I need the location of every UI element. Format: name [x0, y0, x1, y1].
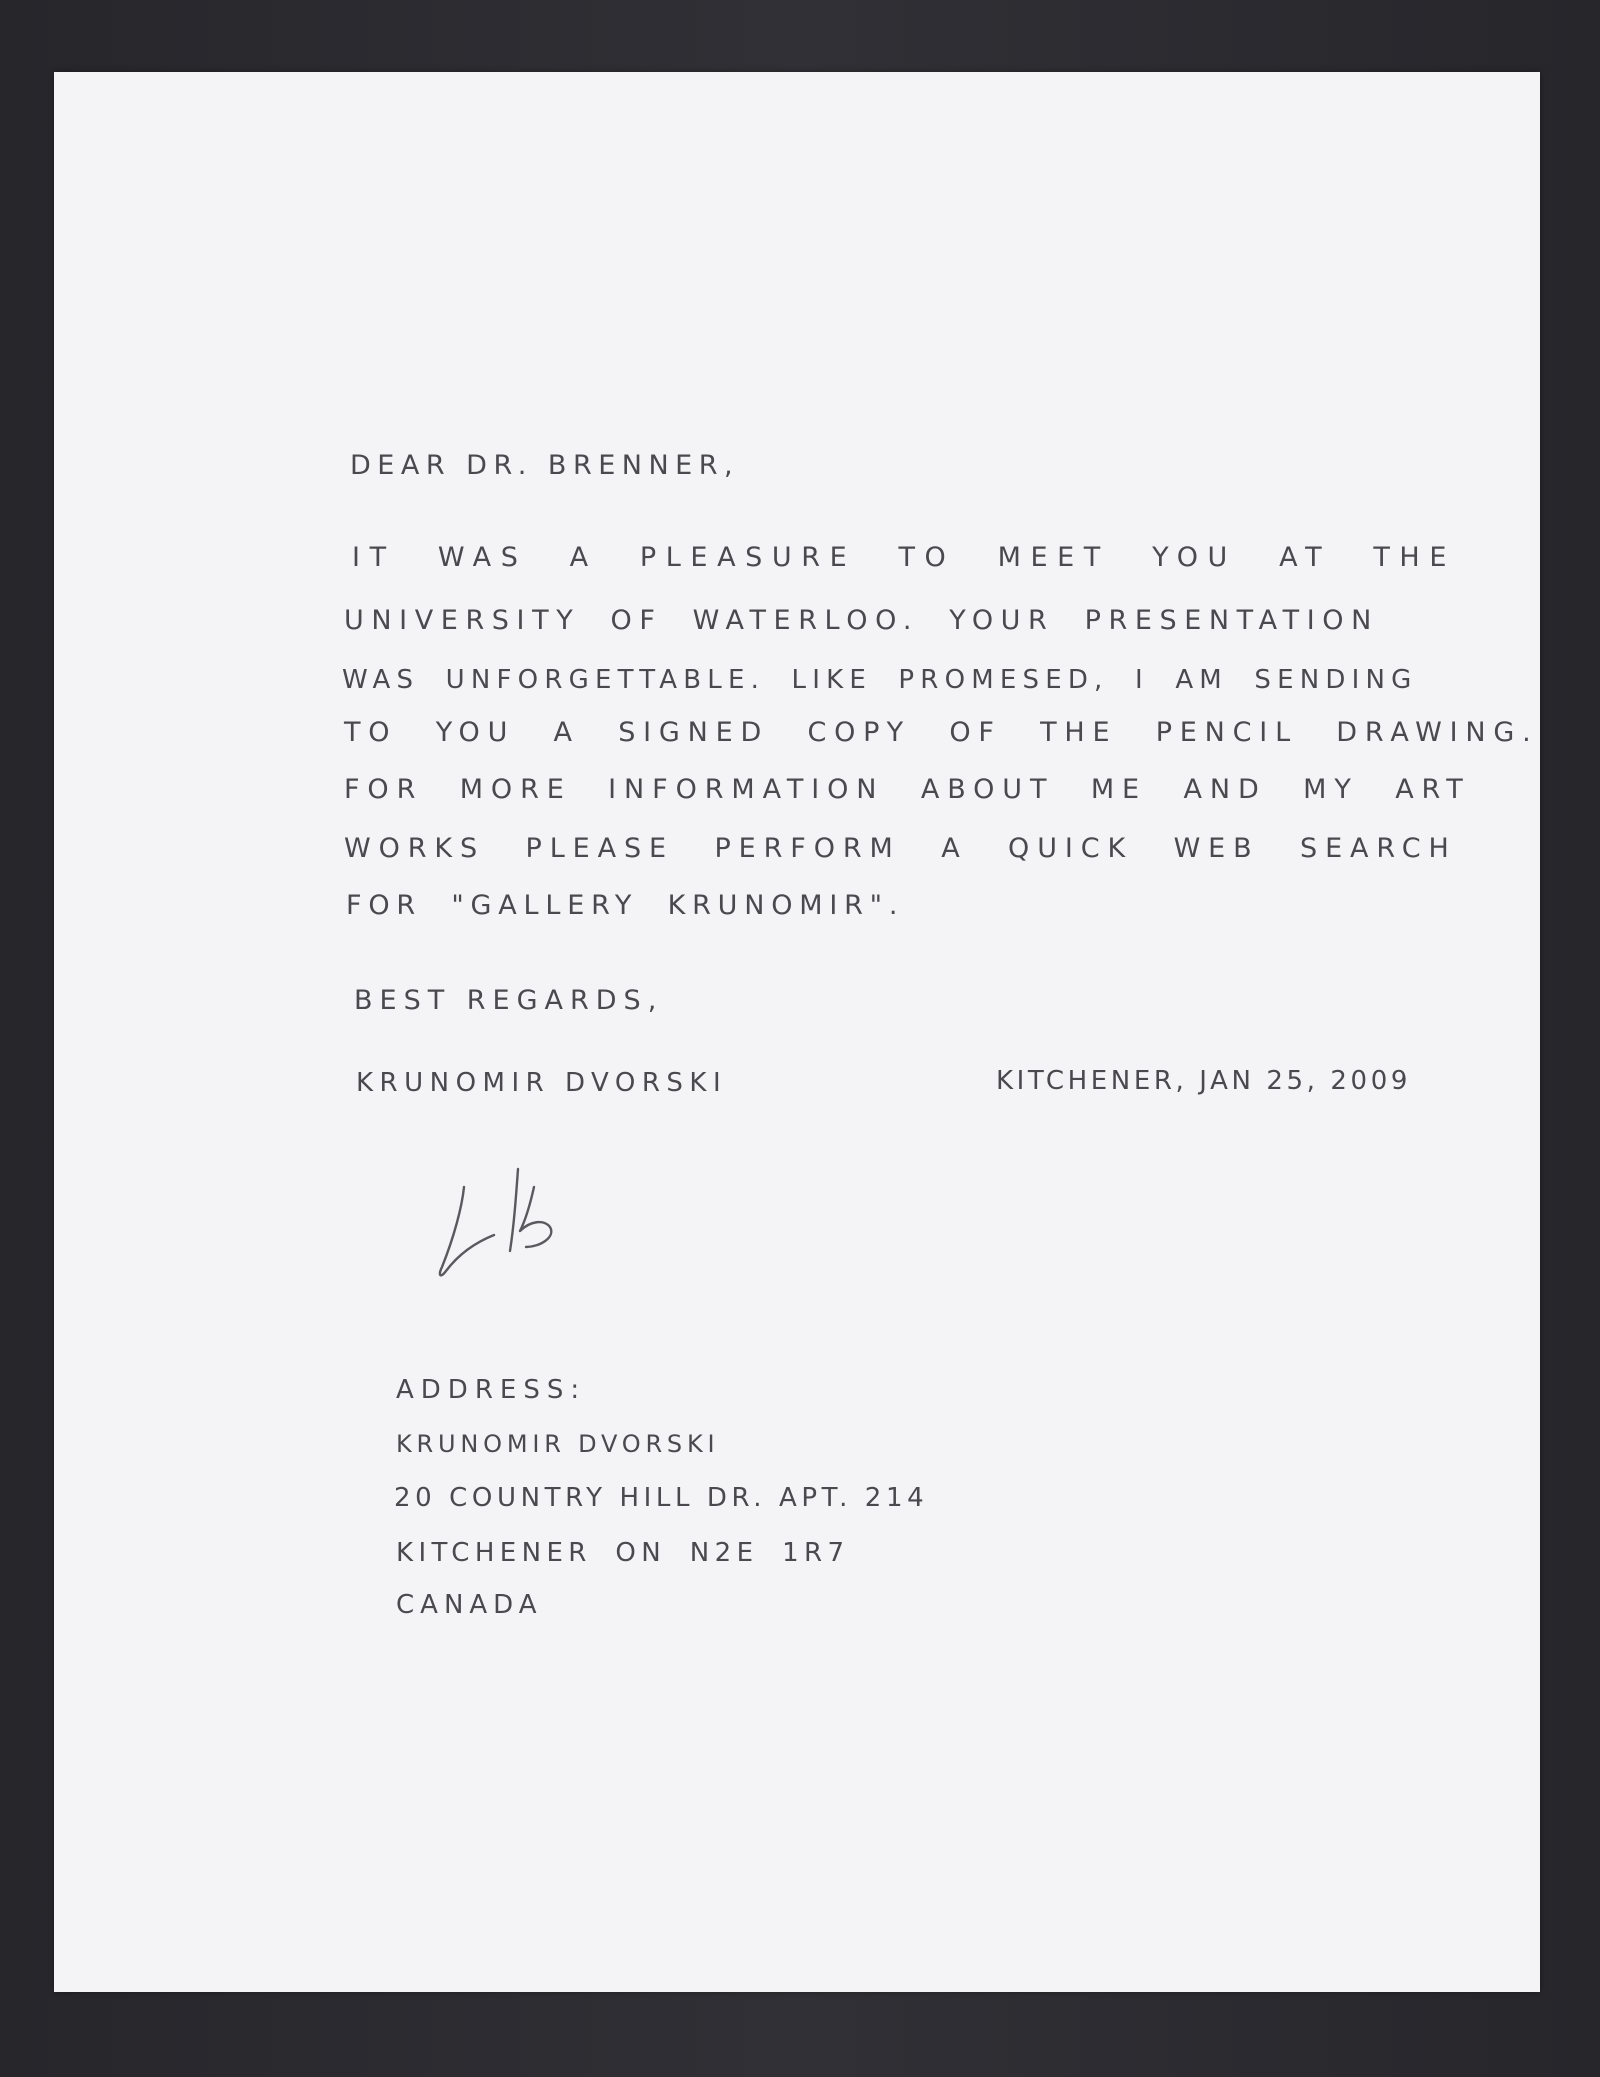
place-date: KITCHENER, JAN 25, 2009	[996, 1066, 1411, 1096]
body-line: FOR MORE INFORMATION ABOUT ME AND MY ART	[344, 774, 1471, 805]
body-line: WAS UNFORGETTABLE. LIKE PROMESED, I AM SENDING	[342, 665, 1418, 695]
body-line: WORKS PLEASE PERFORM A QUICK WEB SEARCH	[344, 833, 1457, 864]
signature	[434, 1147, 664, 1307]
body-line: IT WAS A PLEASURE TO MEET YOU AT THE	[352, 542, 1456, 573]
salutation: DEAR DR. BRENNER,	[350, 450, 740, 481]
address-line: CANADA	[396, 1590, 543, 1620]
body-line: TO YOU A SIGNED COPY OF THE PENCIL DRAWING.	[344, 717, 1539, 748]
address-heading: ADDRESS:	[396, 1375, 587, 1405]
address-line: KITCHENER ON N2E 1R7	[396, 1538, 850, 1568]
letter-page	[54, 72, 1540, 1992]
closing: BEST REGARDS,	[354, 985, 664, 1016]
body-line: FOR "GALLERY KRUNOMIR".	[346, 890, 905, 921]
address-line: KRUNOMIR DVORSKI	[396, 1430, 720, 1458]
address-line: 20 COUNTRY HILL DR. APT. 214	[394, 1483, 929, 1513]
sender-name: KRUNOMIR DVORSKI	[356, 1068, 728, 1098]
body-line: UNIVERSITY OF WATERLOO. YOUR PRESENTATION	[344, 605, 1379, 636]
